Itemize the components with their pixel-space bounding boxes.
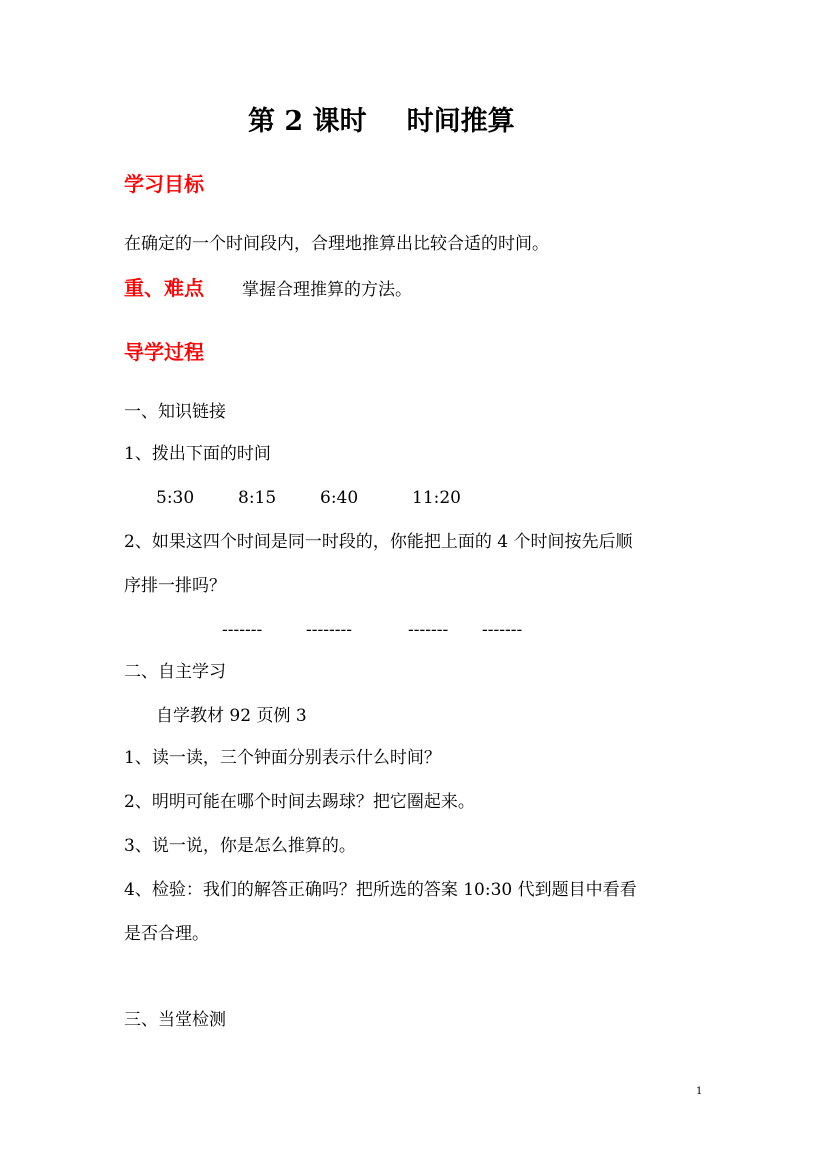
- blank-line: --------: [306, 620, 352, 640]
- blank-line: -------: [482, 620, 523, 640]
- objectives-text: 在确定的一个时间段内，合理地推算出比较合适的时间。: [124, 234, 549, 254]
- page-number: 1: [696, 1086, 703, 1097]
- key-points-heading: 重、难点: [124, 276, 204, 300]
- time-list: [156, 486, 461, 510]
- page-title: [248, 104, 515, 140]
- process-heading: 导学过程: [124, 340, 204, 364]
- section1-question-2-cont: 序排一排吗？: [124, 576, 226, 596]
- time-item: 8:15: [238, 488, 277, 508]
- ordering-blanks: [222, 618, 522, 642]
- section2-question-4: 4、检验：我们的解答正确吗？把所选的答案 10:30 代到题目中看看: [124, 880, 637, 900]
- blank-line: -------: [222, 620, 263, 640]
- section2-question-4-cont: 是否合理。: [124, 924, 209, 944]
- time-item: 6:40: [320, 488, 359, 508]
- section3-title: 三、当堂检测: [124, 1010, 226, 1030]
- section1-question-1: 1、拨出下面的时间: [124, 444, 271, 464]
- time-item: 5:30: [156, 488, 195, 508]
- time-item: 11:20: [412, 488, 461, 508]
- section1-question-2: 2、如果这四个时间是同一时段的，你能把上面的 4 个时间按先后顺: [124, 532, 633, 552]
- key-points-text: 掌握合理推算的方法。: [242, 280, 412, 300]
- section1-title: 一、知识链接: [124, 402, 226, 422]
- section2-question-1: 1、读一读，三个钟面分别表示什么时间？: [124, 748, 441, 768]
- section2-question-3: 3、说一说，你是怎么推算的。: [124, 836, 356, 856]
- section2-title: 二、自主学习: [124, 662, 226, 682]
- objectives-heading: 学习目标: [124, 172, 204, 196]
- blank-line: -------: [408, 620, 449, 640]
- section2-question-2: 2、明明可能在哪个时间去踢球？把它圈起来。: [124, 792, 475, 812]
- title-lesson-number: 第 2 课时: [248, 106, 367, 137]
- title-topic: 时间推算: [406, 106, 515, 137]
- section2-intro: 自学教材 92 页例 3: [156, 706, 307, 726]
